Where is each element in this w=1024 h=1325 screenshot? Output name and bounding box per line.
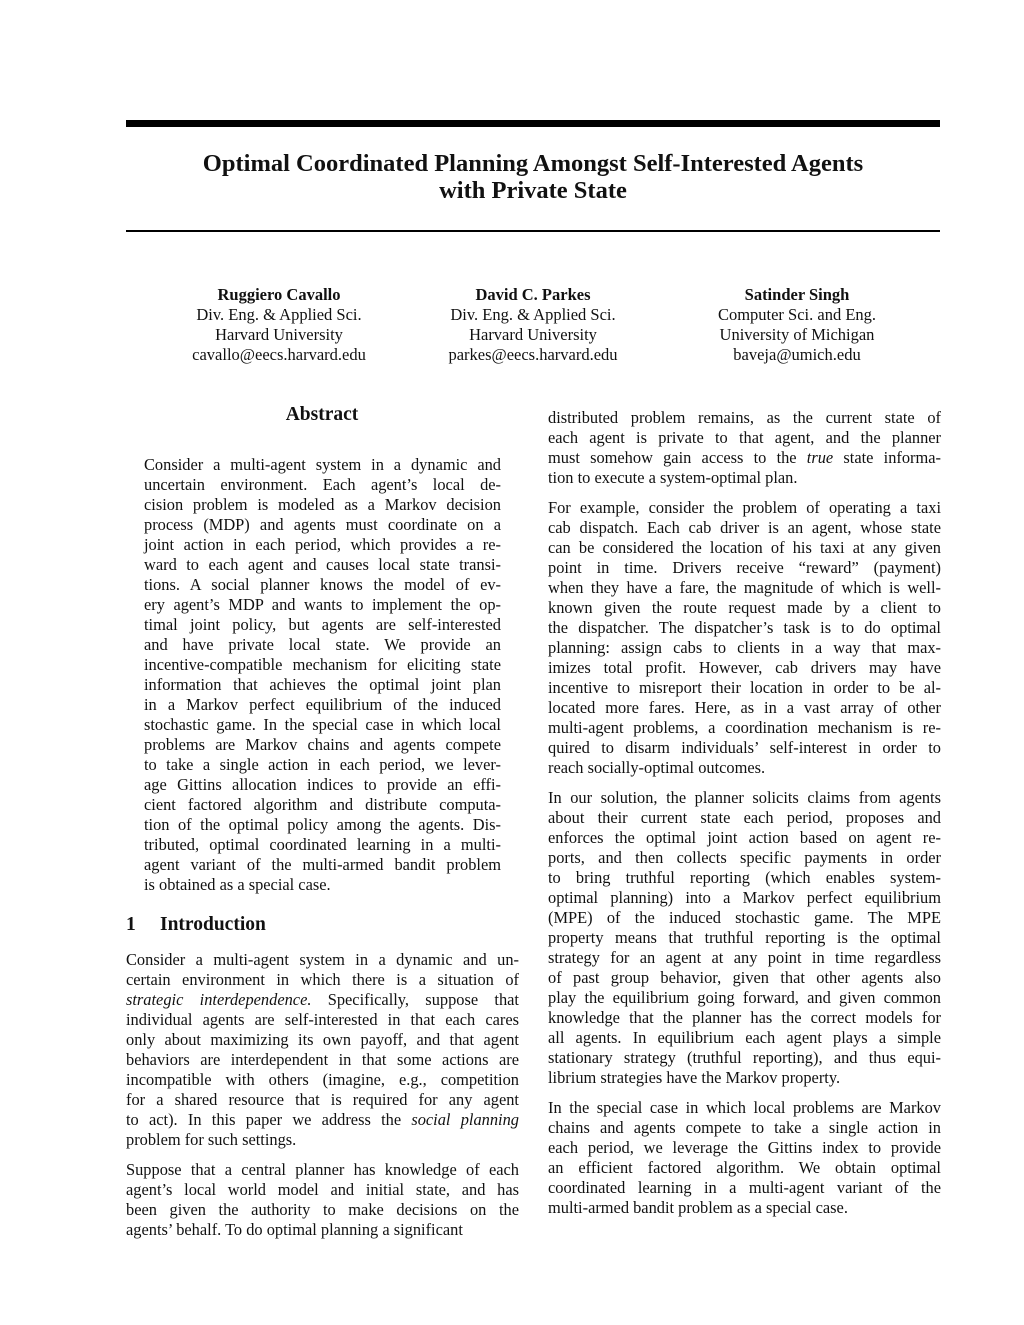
text-line: Consider a multi-agent system in a dynamic and xyxy=(144,455,501,474)
text-line: timal joint policy, but agents are self-interested xyxy=(144,615,501,634)
text-line: strategic interdependence. Specifically, suppose that xyxy=(126,990,519,1009)
text-line: stationary strategy (truthful reporting), and thus equi- xyxy=(548,1048,941,1067)
author-2 xyxy=(403,285,663,365)
author-1 xyxy=(149,285,409,365)
right-paragraph-4 xyxy=(548,1098,941,1218)
text-line: agents’ behalf. To do optimal planning a significant xyxy=(126,1220,463,1239)
text-line: tributed, optimal coordinated learning in a multi- xyxy=(144,835,501,854)
author-3 xyxy=(667,285,927,365)
title-top-rule xyxy=(126,120,940,127)
text-line: distributed problem remains, as the current state of xyxy=(548,408,941,427)
text-line: been given the authority to make decisions on the xyxy=(126,1200,519,1219)
intro-paragraph-2 xyxy=(126,1160,519,1240)
text-line: to take a single action in each period, we lever- xyxy=(144,755,501,774)
author-affiliation: University of Michigan xyxy=(719,325,875,344)
text-line: only about maximizing its own payoff, and that agent xyxy=(126,1030,519,1049)
text-line: for a shared resource that is required for any agent xyxy=(126,1090,519,1109)
text-line: For example, consider the problem of operating a taxi xyxy=(548,498,941,517)
text-line: ward to each agent and causes local state transi- xyxy=(144,555,501,574)
text-line: individual agents are self-interested in that each cares xyxy=(126,1010,519,1029)
right-paragraph-2 xyxy=(548,498,941,778)
text-line: certain environment in which there is a situation of xyxy=(126,970,519,989)
text-line: is obtained as a special case. xyxy=(144,875,331,894)
text-line: chains and agents compete to take a single action in xyxy=(548,1118,941,1137)
text-line: In the special case in which local problems are Markov xyxy=(548,1098,941,1117)
author-affiliation: Harvard University xyxy=(469,325,597,344)
text-line: imizes total profit. However, cab drivers may have xyxy=(548,658,941,677)
author-dept: Computer Sci. and Eng. xyxy=(717,305,877,324)
text-line: agent variant of the multi-armed bandit problem xyxy=(144,855,501,874)
text-line: strategy for an agent at any point in time regardless xyxy=(548,948,941,967)
text-line: information that achieves the optimal joint plan xyxy=(144,675,501,694)
text-line: coordinated learning in a multi-agent variant of the xyxy=(548,1178,941,1197)
emphasis: social planning xyxy=(411,1110,519,1129)
emphasis: strategic interdependence. xyxy=(126,990,312,1009)
text-line: problems are Markov chains and agents compete xyxy=(144,735,501,754)
author-block xyxy=(126,285,940,375)
title-line-1: Optimal Coordinated Planning Amongst Self-Interested Agents xyxy=(202,150,864,177)
text-line: incentive to misreport their location in order to be al- xyxy=(548,678,941,697)
text-line: uncertain environment. Each agent’s local de- xyxy=(144,475,501,494)
text-line: ery agent’s MDP and wants to implement the op- xyxy=(144,595,501,614)
text-line: can be considered the location of his taxi at any given xyxy=(548,538,941,557)
text-line: in a Markov perfect equilibrium of the induced xyxy=(144,695,501,714)
author-name: Ruggiero Cavallo xyxy=(217,285,341,304)
text-line: point in time. Drivers receive “reward” (payment) xyxy=(548,558,941,577)
title-bottom-rule xyxy=(126,230,940,232)
text-line: incentive-compatible mechanism for eliciting state xyxy=(144,655,501,674)
text-line: planning: assign cabs to clients in a way that max- xyxy=(548,638,941,657)
text-line: each period, we leverage the Gittins index to provide xyxy=(548,1138,941,1157)
text-line: must somehow gain access to the true state informa- xyxy=(548,448,941,467)
text-line: stochastic game. In the special case in which local xyxy=(144,715,501,734)
text-line: age Gittins allocation indices to provide an effi- xyxy=(144,775,501,794)
text-line: Suppose that a central planner has knowledge of each xyxy=(126,1160,519,1179)
author-email: parkes@eecs.harvard.edu xyxy=(448,345,618,364)
text-line: librium strategies have the Markov property. xyxy=(548,1068,841,1087)
text-line: Consider a multi-agent system in a dynamic and un- xyxy=(126,950,519,969)
abstract-heading: Abstract xyxy=(285,404,359,425)
text-line: play the equilibrium going forward, and given common xyxy=(548,988,941,1007)
text-line: tion of the optimal policy among the agents. Dis- xyxy=(144,815,501,834)
text-line: tion to execute a system-optimal plan. xyxy=(548,468,798,487)
section-heading-introduction xyxy=(126,914,266,936)
text-line: cision problem is modeled as a Markov decision xyxy=(144,495,501,514)
text-line: about their current state each period, proposes and xyxy=(548,808,941,827)
text-line: In our solution, the planner solicits claims from agents xyxy=(548,788,941,807)
text-line: cient factored algorithm and distribute computa- xyxy=(144,795,501,814)
text-line: all agents. In equilibrium each agent plays a simple xyxy=(548,1028,941,1047)
text-line: optimal planning) into a Markov perfect equilibrium xyxy=(548,888,941,907)
abstract-paragraph xyxy=(144,455,501,895)
abstract-body xyxy=(144,455,501,905)
text-line: reach socially-optimal outcomes. xyxy=(548,758,766,777)
section-title: Introduction xyxy=(160,914,266,935)
text-line: multi-armed bandit problem as a special case. xyxy=(548,1198,848,1217)
text-line: ports, and then collects specific payments in order xyxy=(548,848,941,867)
text-line: to bring truthful reporting (which enables system- xyxy=(548,868,941,887)
text-line: known given the route request made by a client to xyxy=(548,598,941,617)
text-line: each agent is private to that agent, and the planner xyxy=(548,428,941,447)
text-line: of past group behavior, given that other agents also xyxy=(548,968,941,987)
emphasis: true xyxy=(806,448,834,467)
text-line: incompatible with others (imagine, e.g., competition xyxy=(126,1070,519,1089)
author-dept: Div. Eng. & Applied Sci. xyxy=(450,305,616,324)
text-line: enforces the optimal joint action based on agent re- xyxy=(548,828,941,847)
author-email: baveja@umich.edu xyxy=(733,345,861,364)
text-line: (MPE) of the induced stochastic game. The MPE xyxy=(548,908,941,927)
text-line: joint action in each period, which provides a re- xyxy=(144,535,501,554)
introduction-body xyxy=(126,950,519,1250)
text-line: and have private local state. We provide an xyxy=(144,635,501,654)
title-line-2: with Private State xyxy=(439,177,627,204)
text-line: agent’s local world model and initial state, and has xyxy=(126,1180,519,1199)
right-paragraph-3 xyxy=(548,788,941,1088)
text-line: to act). In this paper we address the social planning xyxy=(126,1110,519,1129)
text-line: quired to disarm individuals’ self-interest in order to xyxy=(548,738,941,757)
author-name: Satinder Singh xyxy=(744,285,850,304)
text-line: knowledge that the planner has the correct models for xyxy=(548,1008,941,1027)
text-line: located more fares. Here, as in a vast array of other xyxy=(548,698,941,717)
text-line: tions. A social planner knows the model of ev- xyxy=(144,575,501,594)
text-line: property means that truthful reporting is the optimal xyxy=(548,928,941,947)
text-line: process (MDP) and agents must coordinate on a xyxy=(144,515,501,534)
author-dept: Div. Eng. & Applied Sci. xyxy=(196,305,362,324)
section-number: 1 xyxy=(126,914,136,935)
text-line: when they have a fare, the magnitude of which is well- xyxy=(548,578,941,597)
author-name: David C. Parkes xyxy=(475,285,591,304)
intro-paragraph-1 xyxy=(126,950,519,1150)
text-line: the dispatcher. The dispatcher’s task is to do optimal xyxy=(548,618,941,637)
text-line: multi-agent problems, a coordination mechanism is re- xyxy=(548,718,941,737)
text-line: behaviors are interdependent in that some actions are xyxy=(126,1050,519,1069)
right-paragraph-1 xyxy=(548,408,941,488)
text-line: cab dispatch. Each cab driver is an agent, whose state xyxy=(548,518,941,537)
text-line: problem for such settings. xyxy=(126,1130,297,1149)
author-email: cavallo@eecs.harvard.edu xyxy=(192,345,366,364)
text-line: an efficient factored algorithm. We obtain optimal xyxy=(548,1158,941,1177)
author-affiliation: Harvard University xyxy=(215,325,343,344)
right-column-body xyxy=(548,408,941,1228)
paper-title xyxy=(126,150,940,204)
